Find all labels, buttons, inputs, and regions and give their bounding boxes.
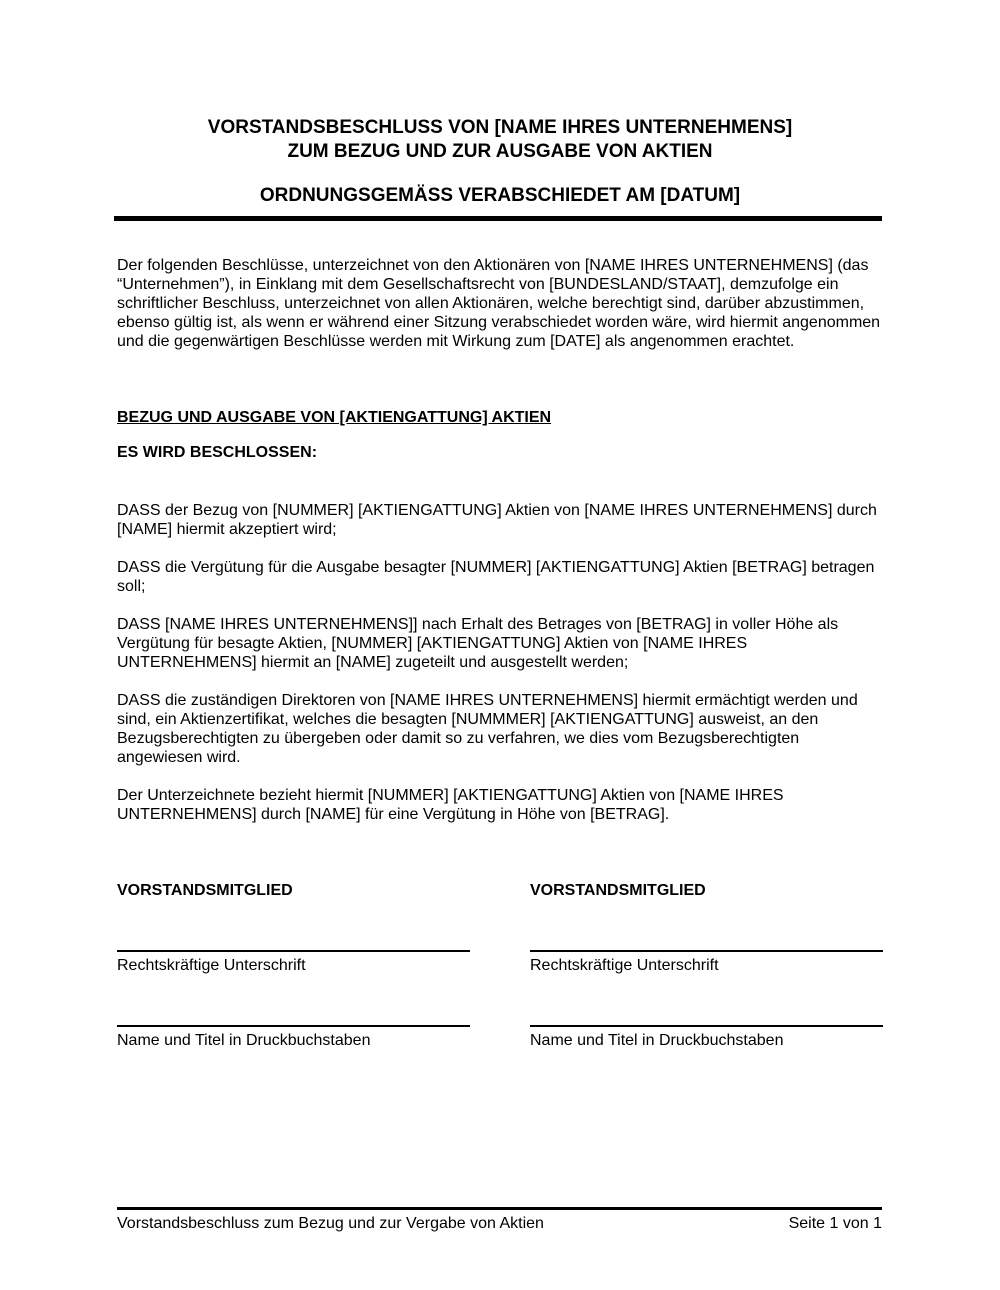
signature-column-right — [530, 881, 883, 1050]
signature-column-left — [117, 881, 470, 1050]
document-subtitle: ORDNUNGSGEMÄSS VERABSCHIEDET AM [DATUM] — [259, 185, 741, 206]
name-line — [530, 1025, 883, 1027]
signature-line-label: Rechtskräftige Unterschrift — [117, 957, 306, 974]
clause-paragraph: DASS die Vergütung für die Ausgabe besagter [NUMMER] [AKTIENGATTUNG] Aktien [BETRAG] betragen soll; — [117, 559, 875, 595]
document-title-line2: ZUM BEZUG UND ZUR AUSGABE VON AKTIEN — [287, 140, 713, 162]
clause-paragraph: DASS der Bezug von [NUMMER] [AKTIENGATTUNG] Aktien von [NAME IHRES UNTERNEHMENS] durch [NAME] hiermit akzeptiert wird; — [117, 502, 877, 538]
clause-paragraph: DASS die zuständigen Direktoren von [NAME IHRES UNTERNEHMENS] hiermit ermächtigt werden und sind, ein Aktienzertifikat, welches die besagten [NUMMMER] [AKTIENGATTUNG] ausweist, an den Bezugsberechtigten zu übergeben oder damit so zu verfahren, we dies vom Bezugsberechtigten angewiesen wird. — [117, 692, 858, 766]
footer-divider-rule — [117, 1207, 882, 1210]
clauses-block — [117, 501, 883, 843]
signature-line — [117, 950, 470, 952]
clause-paragraph: Der Unterzeichnete bezieht hiermit [NUMMER] [AKTIENGATTUNG] Aktien von [NAME IHRES UNTERNEHMENS] durch [NAME] für eine Vergütung in Höhe von [BETRAG]. — [117, 787, 784, 823]
document-title-line1: VORSTANDSBESCHLUSS VON [NAME IHRES UNTERNEHMENS] — [207, 117, 793, 138]
name-line — [117, 1025, 470, 1027]
signature-role-label: VORSTANDSMITGLIED — [117, 882, 293, 899]
clause-paragraph: DASS [NAME IHRES UNTERNEHMENS]] nach Erhalt des Betrages von [BETRAG] in voller Höhe als Vergütung für besagte Aktien, [NUMMER] [AKTIENGATTUNG] Aktien von [NAME IHRES UNTERNEHMENS] hiermit an [NAME] zugeteilt und ausgestellt werden; — [117, 616, 839, 671]
document-title-block — [117, 116, 883, 208]
signature-role-label: VORSTANDSMITGLIED — [530, 882, 706, 899]
name-line-label: Name und Titel in Druckbuchstaben — [117, 1032, 371, 1049]
name-line-label: Name und Titel in Druckbuchstaben — [530, 1032, 784, 1049]
intro-paragraph: Der folgenden Beschlüsse, unterzeichnet von den Aktionären von [NAME IHRES UNTERNEHMENS] (das “Unternehmen”), in Einklang mit dem Gesellschaftsrecht von [BUNDESLAND/STAAT], demzufolge ein schriftlicher Beschluss, unterzeichnet von allen Aktionären, welche berechtigt sind, darüber abzustimmen, ebenso gültig ist, als wenn er während einer Sitzung verabschiedet worden wäre, wird hiermit angenommen und die gegenwärtigen Beschlüsse werden mit Wirkung zum [DATE] als angenommen erachtet. — [117, 257, 881, 350]
resolved-label: ES WIRD BESCHLOSSEN: — [117, 444, 318, 461]
footer-document-title: Vorstandsbeschluss zum Bezug und zur Vergabe von Aktien — [117, 1215, 544, 1232]
signature-line — [530, 950, 883, 952]
title-divider-rule — [114, 216, 882, 221]
signature-section — [117, 881, 883, 1050]
footer-page-number: Seite 1 von 1 — [788, 1215, 882, 1232]
section-heading: BEZUG UND AUSGABE VON [AKTIENGATTUNG] AKTIEN — [117, 409, 552, 426]
footer — [117, 1214, 882, 1233]
signature-line-label: Rechtskräftige Unterschrift — [530, 957, 719, 974]
